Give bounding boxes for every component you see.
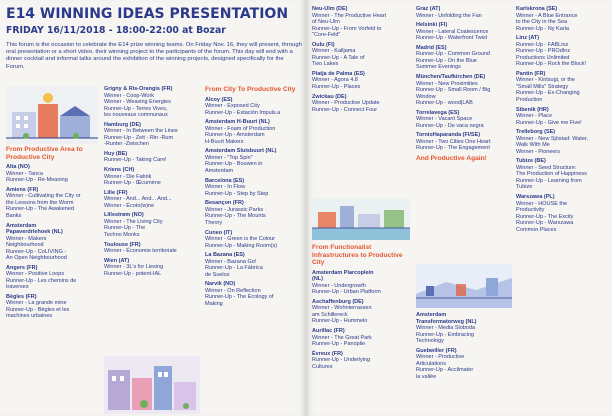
project-line: Runner-Up - Bègles et les — [6, 306, 70, 313]
project-line: Runner-Up - Re-Meaning — [6, 177, 68, 184]
city-entry — [104, 212, 202, 238]
project-line: Winner - 3L's for Liesing — [104, 264, 164, 271]
project-line: Winner - Kintsugi, or the — [516, 77, 575, 84]
section-heading: From City To Productive City — [205, 86, 296, 93]
project-line: Winner - The Living City — [104, 218, 163, 225]
project-line: Runner-Up - PROdInz — [516, 48, 571, 55]
project-line: Winner - In Flow — [205, 184, 246, 191]
project-line: Winner - Green is the Colour — [205, 236, 275, 243]
city-entry — [312, 71, 412, 91]
project-line: Winner - Positive Loops — [6, 271, 65, 278]
city-entry — [416, 348, 514, 381]
city-name: Bègles (FR) — [6, 293, 37, 300]
project-line: "Small Mills" Strategy — [516, 83, 569, 90]
project-line: Window — [416, 93, 436, 100]
city-name: Zwickau (DE) — [312, 93, 347, 100]
project-line: Winner - Bazana Go! — [205, 258, 257, 265]
section-heading: From Productive Area to Productive City — [6, 146, 83, 161]
project-line: of Neu-Ulm — [312, 19, 340, 25]
illustration-city-block — [104, 356, 200, 414]
city-entry — [516, 158, 612, 191]
city-name: Oulu (FI) — [312, 41, 335, 48]
city-name: Narvik (NO) — [205, 281, 236, 288]
column-6 — [416, 6, 516, 166]
project-line: "Core-Feld" — [312, 32, 341, 38]
page-title: E14 WINNING IDEAS PRESENTATION — [6, 6, 289, 22]
city-entry — [312, 351, 416, 371]
project-line: la vallée — [416, 373, 437, 380]
city-name: Huy (BE) — [104, 150, 128, 157]
city-entry — [312, 276, 416, 296]
project-line: Runner-Up - On the Blue — [416, 57, 477, 64]
project-line: Runner-Up - Bouwen in — [205, 161, 263, 168]
city-entry — [312, 299, 416, 325]
city-entry — [516, 35, 612, 68]
project-line: Winner - Weaving Energies — [104, 99, 171, 105]
city-name: Amsterdam — [416, 312, 447, 318]
project-line: the Lessons from the Worm — [6, 199, 74, 206]
project-line: Runner-Up - Step by Step — [205, 190, 269, 197]
project-line: Runner-Up - Rock the Block! — [516, 61, 586, 68]
project-line: Runner-Up - Give me Five! — [516, 119, 582, 126]
city-entry — [205, 281, 305, 307]
project-line: Runner-Up - Ex-Changing — [516, 90, 580, 97]
city-name: Amsterdam Piarcoplein — [312, 269, 374, 276]
project-line: Walk With Me — [516, 142, 550, 149]
project-line: Cultures — [312, 363, 333, 370]
city-name: Angers (FR) — [6, 264, 38, 271]
city-entry — [104, 167, 202, 187]
city-entry — [416, 45, 516, 71]
right-page — [306, 0, 612, 416]
project-line: Winner - Productive Update — [312, 100, 380, 107]
project-line: Runner-Up - Warszawa — [516, 220, 574, 227]
project-line: Winner - "Top Spin" — [205, 154, 253, 161]
city-name: Madrid (ES) — [416, 44, 447, 51]
project-line: H-Buurt Makers — [205, 138, 244, 145]
project-line: Runner-Up - Underlying — [312, 357, 371, 364]
project-line: Winner - La grande mine — [6, 300, 67, 307]
city-name: Alcoy (ES) — [205, 96, 233, 103]
project-line: Winner - Wohnterrassen — [312, 305, 372, 312]
section-heading: And Productive Again! — [416, 155, 487, 163]
project-line: Runner-Up - The Ecology of — [205, 294, 274, 301]
city-name: La Bazana (ES) — [205, 252, 245, 259]
project-line: Runner-Up - Hummelo — [312, 318, 368, 325]
city-name: Amsterdam — [6, 222, 37, 229]
event-date: FRIDAY 16/11/2018 - 18:00-22:00 at Bozar — [6, 25, 226, 36]
project-line: Theory — [205, 219, 223, 226]
city-entry — [205, 200, 305, 226]
project-line: Runner-Up - The Excity — [516, 213, 574, 220]
project-line: Runner-Up - Urban Platform — [312, 289, 381, 296]
city-entry — [104, 242, 202, 255]
city-name: Wien (AT) — [104, 257, 130, 264]
project-line: An Open Neighbourhood — [6, 255, 67, 262]
project-line: Runner-Up - Making Room(s) — [205, 242, 278, 249]
city-entry — [416, 6, 516, 19]
city-name: Warszawa (PL) — [516, 194, 555, 201]
project-line: Winner - Makers — [6, 235, 47, 242]
project-line: The Production of Happiness — [516, 171, 587, 178]
project-line: Productions Unlimited — [516, 54, 570, 61]
city-entry — [516, 194, 612, 233]
city-name: Guebwiller (FR) — [416, 347, 457, 354]
project-line: Making — [205, 300, 223, 307]
project-line: Winner - Kalljama — [312, 48, 356, 55]
project-line: Winner - Jurassic Parks — [205, 206, 264, 213]
city-name: Transformatorweg (NL) — [416, 318, 477, 325]
city-name: Lille (FR) — [104, 189, 128, 196]
project-line: Winner - Foam of Production — [205, 125, 276, 132]
project-line: Runner-Up - The — [104, 225, 146, 232]
project-line: Runner-Up - Acclimater — [416, 367, 474, 374]
project-line: Winner - Cultivating the City or — [6, 193, 81, 200]
section-heading: From Functionalist Infrastructures to Productive City — [312, 244, 403, 267]
city-name: Barcelona (ES) — [205, 177, 245, 184]
project-line: Winner - Unfolding the Fan — [416, 12, 482, 19]
city-name: Pantin (FR) — [516, 70, 546, 77]
city-name: Amsterdam Sluisbuurt (NL) — [205, 148, 277, 155]
project-line: Winner - New Proximities — [416, 80, 478, 87]
illustration-factory — [6, 86, 98, 144]
project-line: Winner - A Blue Entrance — [516, 12, 578, 19]
city-entry — [6, 265, 102, 291]
project-line: Runner-Up - Panoplie — [312, 341, 366, 348]
column-1 — [6, 146, 102, 323]
city-entry — [104, 122, 202, 148]
project-line: Runner-Up - Small Room / Big — [416, 87, 491, 94]
project-line: Winner - Exposed City — [205, 103, 260, 110]
column-5 — [312, 244, 416, 374]
city-name: Karlskrona (SE) — [516, 6, 558, 12]
project-line: Runner-Up - Zeit - Rin -Rum — [104, 134, 174, 141]
city-entry — [516, 71, 612, 104]
project-line: Winner - Lateral Coalescence — [416, 28, 489, 35]
city-entry — [205, 148, 305, 174]
city-entry — [104, 86, 202, 119]
city-entry — [104, 258, 202, 278]
city-name: Trelleborg (SE) — [516, 129, 556, 136]
city-entry — [416, 132, 516, 152]
city-entry — [516, 107, 612, 127]
project-line: Runner-Up - wood|LAB — [416, 100, 473, 107]
project-line: de Suelos — [205, 271, 230, 278]
city-name: Aschaffenburg (DE) — [312, 298, 364, 305]
city-name: Lillestrøm (NO) — [104, 212, 144, 219]
project-line: Runner-Up - Ny Karla — [516, 25, 569, 32]
city-entry — [416, 22, 516, 42]
project-line: Runner-Up - Common Ground — [416, 51, 490, 58]
project-line: Tubize — [516, 184, 533, 191]
project-line: Summer Evenings — [416, 64, 461, 71]
project-line: Winner - Two Cities One Heart — [416, 138, 491, 145]
project-line: Runner-Up - De vaca negra — [416, 122, 484, 129]
project-line: Runner-Up - Terres Vives, — [104, 105, 168, 112]
project-line: Amsterdam — [205, 167, 234, 174]
city-name: Alta (NO) — [6, 164, 30, 171]
city-name: Graz (AT) — [416, 6, 441, 12]
city-entry — [205, 252, 305, 278]
city-entry — [516, 6, 612, 32]
city-entry — [104, 151, 202, 164]
project-line: Runner-Up - CoLIVING - — [6, 248, 67, 255]
project-line: Runner-Up - FABLinz — [516, 41, 569, 48]
project-line: Winner - Écoto(w)ne — [104, 202, 155, 209]
city-entry — [104, 190, 202, 210]
city-name: Amsterdam H-Buurt (NL) — [205, 119, 270, 126]
project-line: Runner-Up - Waterfront Twist — [416, 35, 488, 42]
project-line: Winner - The Productive Heart — [312, 12, 387, 19]
project-line: Winner - Économie territoriale — [104, 248, 177, 255]
city-entry — [312, 328, 416, 348]
project-line: Technology — [416, 338, 444, 344]
project-line: Banks — [6, 212, 22, 219]
project-line: Runner-Up - potent-IAL — [104, 270, 162, 277]
project-line: Winner - Die Fabrik — [104, 173, 152, 180]
project-line: Winner - New Sjöstad: Water, — [516, 135, 588, 142]
project-line: Winner - In Between the Lines — [104, 128, 178, 135]
city-name: Torrelavega (ES) — [416, 109, 460, 116]
project-line: Common Places — [516, 226, 557, 233]
project-line: Winner - Agora 4.8 — [312, 77, 358, 84]
city-name: Hamburg (DE) — [104, 121, 141, 128]
project-line: Runner-Up - Embracing — [416, 331, 475, 338]
city-name: Sibenik (HR) — [516, 106, 549, 113]
project-line: Runner-Up - Connect Four — [312, 106, 378, 113]
column-8 — [516, 6, 612, 236]
city-name: Neu-Ulm (DE) — [312, 6, 348, 12]
project-line: Winner - Seed Structure: — [516, 164, 577, 171]
city-name: Aurillac (FR) — [312, 328, 345, 335]
city-entry — [205, 119, 305, 145]
city-name: Évreux (FR) — [312, 350, 343, 357]
city-name: Platja de Palma (ES) — [312, 70, 365, 77]
city-entry — [416, 110, 516, 130]
project-line: Runner-Up - Œcumène — [104, 180, 161, 187]
project-line: Runner-Up - Les chemins de — [6, 277, 77, 284]
project-line: Winner - Undergrowth — [312, 282, 366, 289]
project-line: am Schillereck — [312, 311, 348, 318]
city-entry — [205, 97, 305, 117]
project-line: Winner - HOUSE the — [516, 200, 568, 207]
project-line: Winner - Tanca — [6, 170, 43, 177]
project-line: Winner - And... And... And... — [104, 196, 172, 203]
column-4 — [312, 6, 412, 116]
project-line: traverses — [6, 284, 29, 291]
illustration-waterfront — [312, 198, 410, 240]
project-line: Runner-Up - Taking Care! — [104, 157, 167, 164]
project-line: Runner-Up - The Engagement — [416, 145, 490, 152]
project-line: Winner - Productive — [416, 354, 465, 361]
project-line: Winner - Place — [516, 113, 553, 120]
city-entry — [312, 94, 412, 114]
city-entry — [6, 294, 102, 320]
city-entry — [416, 319, 514, 345]
project-line: machines urbaines — [6, 313, 53, 320]
city-name: Besançon (FR) — [205, 200, 244, 207]
project-line: Runner-Up - The Awakened — [6, 206, 74, 213]
project-line: Runner-Up - La Fábrica — [205, 265, 263, 272]
city-entry — [516, 129, 612, 155]
city-entry — [205, 230, 305, 250]
city-entry — [312, 42, 412, 68]
project-line: Winner - The Great Park — [312, 334, 372, 341]
intro-paragraph: This forum is the occasion to celebrate the E14 prize winning teams. On Friday Nov. 16, they will present, through oral presentation or a short video, their winning project to the participants of the forum. This day will end with a dinner cocktail and informal talks around the exhibition of the winning projects, designed specifically for the Forum. — [6, 42, 302, 70]
city-name: Helsinki (FI) — [416, 22, 448, 29]
city-entry — [6, 187, 102, 220]
project-line: Winner - Media Sloboda — [416, 325, 476, 331]
project-line: Winner - Vacant Space — [416, 116, 473, 123]
project-line: Productivity — [516, 207, 545, 214]
city-name: Grigny & Ris-Orangis (FR) — [104, 86, 173, 92]
column-2 — [104, 86, 202, 281]
project-line: Runner-Up - Places — [312, 83, 361, 90]
project-line: Techno Monks — [104, 231, 140, 238]
project-line: Runner-Up - Learning from — [516, 177, 582, 184]
city-entry — [6, 229, 102, 262]
project-line: Two Lakes — [312, 61, 339, 68]
city-name: Amiens (FR) — [6, 186, 39, 193]
city-entry — [205, 178, 305, 198]
project-line: Production — [516, 96, 543, 103]
city-entry — [6, 164, 102, 184]
project-line: Neighbourhood — [6, 242, 44, 249]
project-line: to the City in the Sea — [516, 19, 568, 25]
city-name: (NL) — [312, 276, 323, 283]
city-name: München/Taufkirchen (DE) — [416, 74, 486, 81]
project-line: les nouveaux communaux — [104, 112, 168, 118]
column-3 — [205, 86, 305, 311]
project-line: Winner - Pioneers — [516, 148, 561, 155]
city-name: Toulouse (FR) — [104, 241, 141, 248]
city-name: Cuneo (IT) — [205, 229, 233, 236]
city-name: TornioHaparanda (FI/SE) — [416, 132, 481, 139]
city-entry — [416, 74, 516, 107]
project-line: Runner-Up - The Mounts — [205, 213, 266, 220]
illustration-harbor — [416, 264, 512, 308]
city-name: Tubize (BE) — [516, 158, 546, 165]
project-line: Runner-Up - A Tale of — [312, 54, 365, 61]
project-line: Articulations — [416, 360, 446, 367]
city-name: Linz (AT) — [516, 35, 540, 42]
project-line: -Runter -Zwischen — [104, 141, 149, 148]
project-line: Winner - On Reflection — [205, 287, 261, 294]
project-line: Runner-Up - Amsterdam — [205, 132, 265, 139]
column-7 — [416, 312, 514, 383]
project-line: Runner-Up - Estación Impuls.a — [205, 109, 281, 116]
city-name: Papaverdriehoek (NL) — [6, 229, 63, 236]
project-line: Winner - Coop-Work — [104, 92, 155, 99]
city-name: Kriens (CH) — [104, 167, 135, 174]
city-entry — [312, 6, 412, 39]
project-line: Runner-Up - From Vorfeld to — [312, 25, 382, 32]
